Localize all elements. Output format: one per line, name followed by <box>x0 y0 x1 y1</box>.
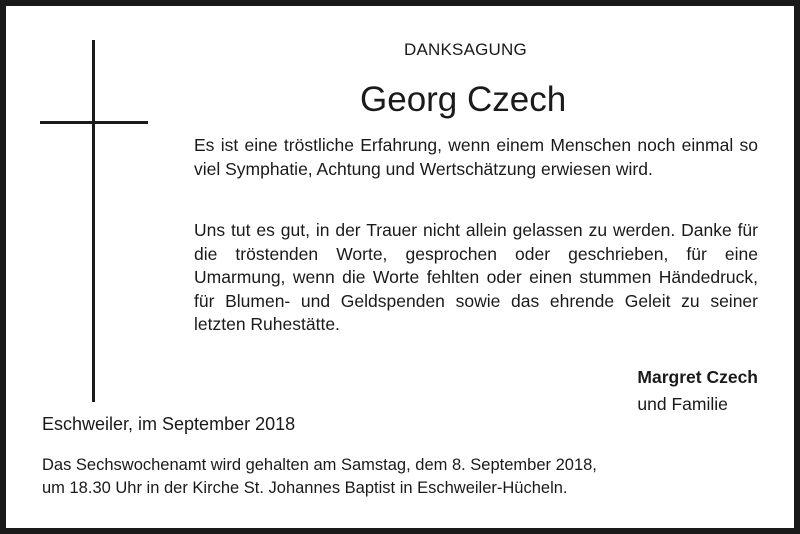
cross-icon-vertical-bar <box>92 40 95 402</box>
notice-line-1: Das Sechswochenamt wird gehalten am Samstag, dem 8. September 2018, <box>42 456 597 474</box>
signature-block <box>637 364 758 418</box>
signature-name: Margret Czech <box>637 367 758 387</box>
place-date: Eschweiler, im September 2018 <box>42 414 296 434</box>
thanks-paragraph-1: Es ist eine tröstliche Erfahrung, wenn einem Menschen noch einmal so viel Symphatie, Achtung und Wertschätzung erwiesen wird. <box>194 135 758 179</box>
notice-line-2: um 18.30 Uhr in der Kirche St. Johannes Baptist in Eschweiler-Hücheln. <box>42 479 568 497</box>
signature-family: und Familie <box>637 394 728 414</box>
notice-heading: DANKSAGUNG <box>404 40 527 59</box>
thanks-paragraph-2: Uns tut es gut, in der Trauer nicht allein gelassen zu werden. Danke für die tröstenden Worte, gesprochen oder geschrieben, für eine Umarmung, wenn die Worte fehlten oder einen stummen Händedruck, für Blumen- und Geldspenden sowie das ehrende Geleit zu seiner letzten Ruhestätte. <box>194 220 758 334</box>
cross-icon-horizontal-bar <box>40 121 148 124</box>
memorial-service-notice <box>42 454 597 500</box>
deceased-name: Georg Czech <box>360 80 567 119</box>
